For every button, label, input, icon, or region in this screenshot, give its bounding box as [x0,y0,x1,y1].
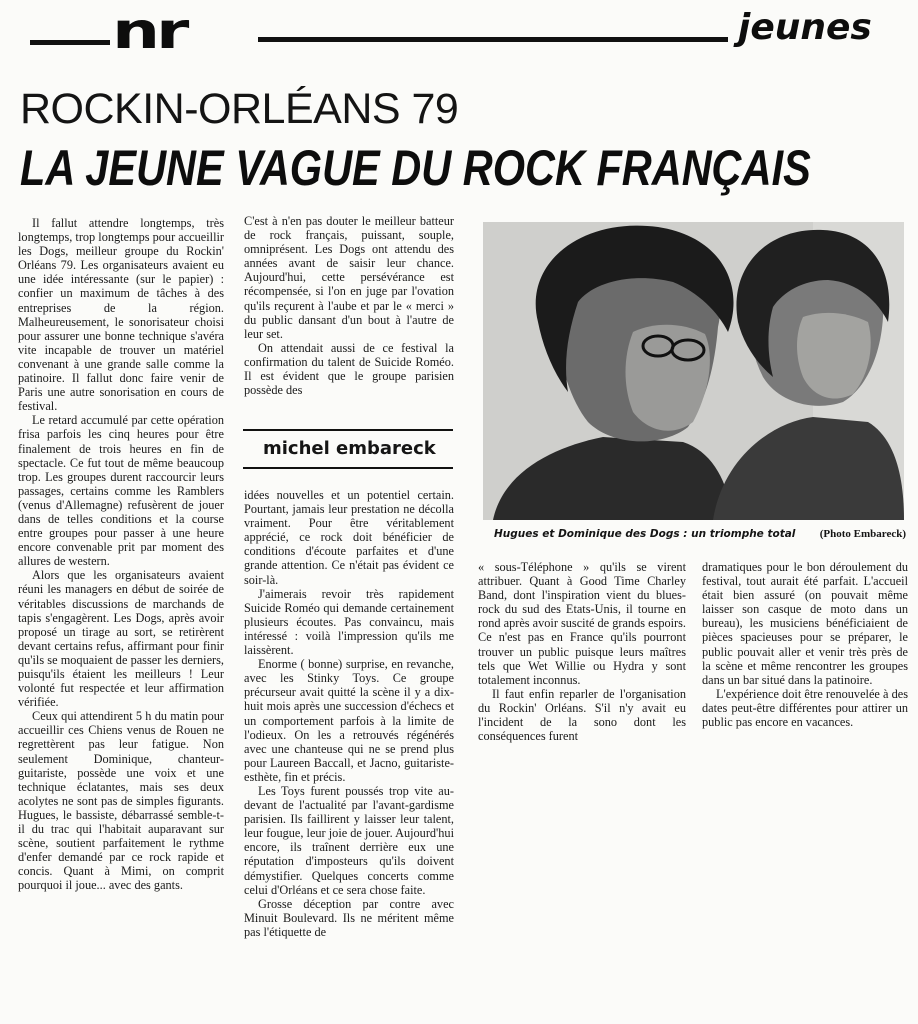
paragraph: Il fallut attendre longtemps, très longtemps, trop longtemps pour accueillir les Dogs, meilleur groupe du Rockin' Orléans 79. Les organisateurs avaient eu une idée intéressante (sur le papier) : confier un maximum de tâches à des entreprises de la région. Malheureusement, le sonorisateur choisi pour assurer une bonne technique s'avéra vite incapable de trouver un matériel convenant à une grande salle comme la patinoire. Il fallut donc faire venir de Paris une autre sonorisation en cours de festival. [18,216,224,414]
article-column-3 [478,560,686,743]
article-headline: LA JEUNE VAGUE DU ROCK FRANÇAIS [20,140,811,196]
masthead-rule-left [30,40,110,45]
paragraph: Grosse déception par contre avec Minuit Boulevard. Ils ne méritent même pas l'étiquette de [244,896,454,939]
paragraph: J'aimerais revoir très rapidement Suicide Roméo qui demande certainement plusieurs écoutes. Pas convaincu, mais intéressé : voilà l'impression qu'ils me laissèrent. [244,586,454,658]
paragraph: Il faut enfin reparler de l'organisation du Rockin' Orléans. S'il n'y avait eu l'incident de la sono dont les conséquences furent [478,686,686,744]
photo-credit: (Photo Embareck) [819,528,906,540]
paragraph: idées nouvelles et un potentiel certain. Pourtant, jamais leur prestation ne décolla vraiment. Pour être véritablement apprécié, ce rock doit bénéficier de conditions d'écoute parfaites et d'une grande attention. Ce n'était pas évident ce soir-là. [244,488,454,587]
byline-box [243,429,453,469]
paragraph: « sous-Téléphone » qu'ils se virent attribuer. Quant à Good Time Charley Band, dont l'inspiration vient du blues-rock du sud des Etats-Unis, il tourne en rond après avoir suscité de grands espoirs. Ce n'est pas en France qu'ils pourront trouver un public puisque leurs maîtres tels que Wet Willie ou Hydra y sont totalement inconnus. [478,560,686,687]
band-photo [483,222,904,520]
article-column-2-bottom [244,488,454,939]
article-column-2-top [244,214,454,397]
paragraph: C'est à n'en pas douter le meilleur batteur de rock français, puissant, souple, omniprésent. Les Dogs ont attendu des années avant de saisir leur chance. Aujourd'hui, cette persévérance est récompensée, si l'on en juge par l'ovation qu'ils reçurent à l'aube et par le « merci » du public dansant d'un bout à l'autre de leur set. [244,214,454,341]
article-column-4 [702,560,908,729]
paragraph: Ceux qui attendirent 5 h du matin pour accueillir ces Chiens venus de Rouen ne regrettèrent pas leur fatigue. Non seulement Dominique, chanteur-guitariste, possède une voix et une technique éclatantes, mais ses deux acolytes ne sont pas de simples figurants. Hugues, le bassiste, débarrassé semble-t-il du trac qui l'habitait auparavant sur scène, soutient parfaitement le rythme d'enfer demandé par ce rock rapide et concis. Quant à Mimi, on comprit pourquoi il joue... avec des gants. [18,709,224,893]
photo-illustration [483,222,904,520]
paragraph: Alors que les organisateurs avaient réuni les managers en début de soirée de véritables discussions de marchands de tapis s'engagèrent. Les Dogs, après avoir proposé un tirage au sort, se retirèrent devant certains refus, affirmant pour finir qu'ils se moquaient de passer les derniers, puisqu'ils étaient les meilleurs ! Leur volonté fut respectée et leur affirmation vérifiée. [18,568,224,710]
paragraph: Le retard accumulé par cette opération frisa parfois les cinq heures pour être finalement de trois heures en fin de spectacle. Ce fut tout de même beaucoup trop. Les groupes durent raccourcir leurs passages, certains comme les Ramblers (venus d'Allemagne) refusèrent de jouer dans de telles conditions et la course entre groupes pour passer à une heure encore convenable prit par moment des allures de western. [18,413,224,569]
section-label: jeunes [738,7,872,48]
photo-caption-row [494,527,906,541]
paragraph: Les Toys furent poussés trop vite au-devant de l'actualité par l'avant-gardisme parisien. Ils faillirent y laisser leur talent, leur fougue, leur joie de jouer. Aujourd'hui encore, ils traînent derrière eux une réputation d'imposteurs qu'ils doivent démystifier. Quelques concerts comme celui d'Orléans et ce sera chose faite. [244,783,454,897]
paragraph: Enorme ( bonne) surprise, en revanche, avec les Stinky Toys. Ce groupe précurseur avait quitté la scène il y a dix-huit mois après une succession d'échecs et un comportement parfois à la limite de l'odieux. On les a retrouvés régénérés avec une chanteuse qui ne se prend plus pour Laureen Baccall, et Jacno, guitariste-esthète, fin et précis. [244,657,454,784]
paragraph: On attendait aussi de ce festival la confirmation du talent de Suicide Roméo. Il est évident que le groupe parisien possède des [244,340,454,398]
article-column-1 [18,216,224,893]
byline: michel embareck [263,438,436,459]
masthead-logo: nr [112,2,186,60]
article-kicker: ROCKIN-ORLÉANS 79 [20,85,459,133]
photo-caption: Hugues et Dominique des Dogs : un triomphe total [494,528,796,540]
paragraph: dramatiques pour le bon déroulement du festival, tout aurait été parfait. L'accueil était bien assuré (on pouvait même laisser son casque de moto dans un bureau), les musiciens bénéficiaient de pièces spacieuses pour se préparer, le public pouvait aller et venir très près de la scène et même rencontrer les groupes dans un bar situé dans la patinoire. [702,560,908,687]
masthead-rule-right [258,37,728,42]
paragraph: L'expérience doit être renouvelée à des dates peut-être différentes pour attirer un public pas encore en vacances. [702,686,908,730]
